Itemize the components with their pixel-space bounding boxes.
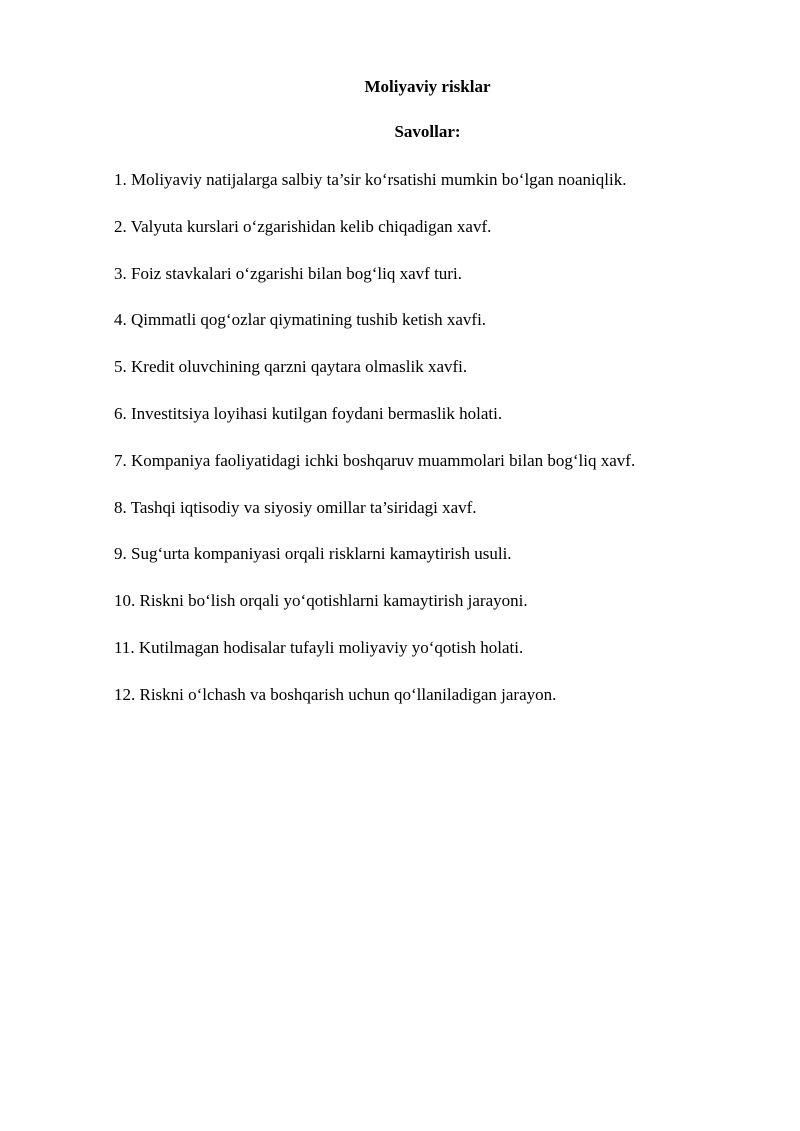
question-item-9: 9. Sug‘urta kompaniyasi orqali risklarni kamaytirish usuli.	[114, 544, 512, 564]
question-item-5: 5. Kredit oluvchining qarzni qaytara olmaslik xavfi.	[114, 357, 468, 377]
question-item-8: 8. Tashqi iqtisodiy va siyosiy omillar ta’siridagi xavf.	[114, 497, 477, 517]
question-item-12: 12. Riskni o‘lchash va boshqarish uchun qo‘llaniladigan jarayon.	[114, 684, 557, 704]
question-item-10: 10. Riskni bo‘lish orqali yo‘qotishlarni kamaytirish jarayoni.	[114, 591, 528, 611]
question-item-1: 1. Moliyaviy natijalarga salbiy ta’sir ko‘rsatishi mumkin bo‘lgan noaniqlik.	[114, 170, 627, 189]
question-list	[114, 169, 774, 731]
question-item-2: 2. Valyuta kurslari o‘zgarishidan kelib chiqadigan xavf.	[114, 216, 492, 236]
question-item-7: 7. Kompaniya faoliyatidagi ichki boshqaruv muammolari bilan bog‘liq xavf.	[114, 450, 636, 470]
page-title: Moliyaviy risklar	[364, 77, 491, 96]
question-item-11: 11. Kutilmagan hodisalar tufayli moliyaviy yo‘qotish holati.	[114, 637, 524, 657]
question-item-6: 6. Investitsiya loyihasi kutilgan foydani bermaslik holati.	[114, 403, 503, 423]
section-heading: Savollar:	[394, 122, 461, 141]
question-item-3: 3. Foiz stavkalari o‘zgarishi bilan bog‘liq xavf turi.	[114, 263, 462, 283]
question-item-4: 4. Qimmatli qog‘ozlar qiymatining tushib ketish xavfi.	[114, 310, 487, 330]
